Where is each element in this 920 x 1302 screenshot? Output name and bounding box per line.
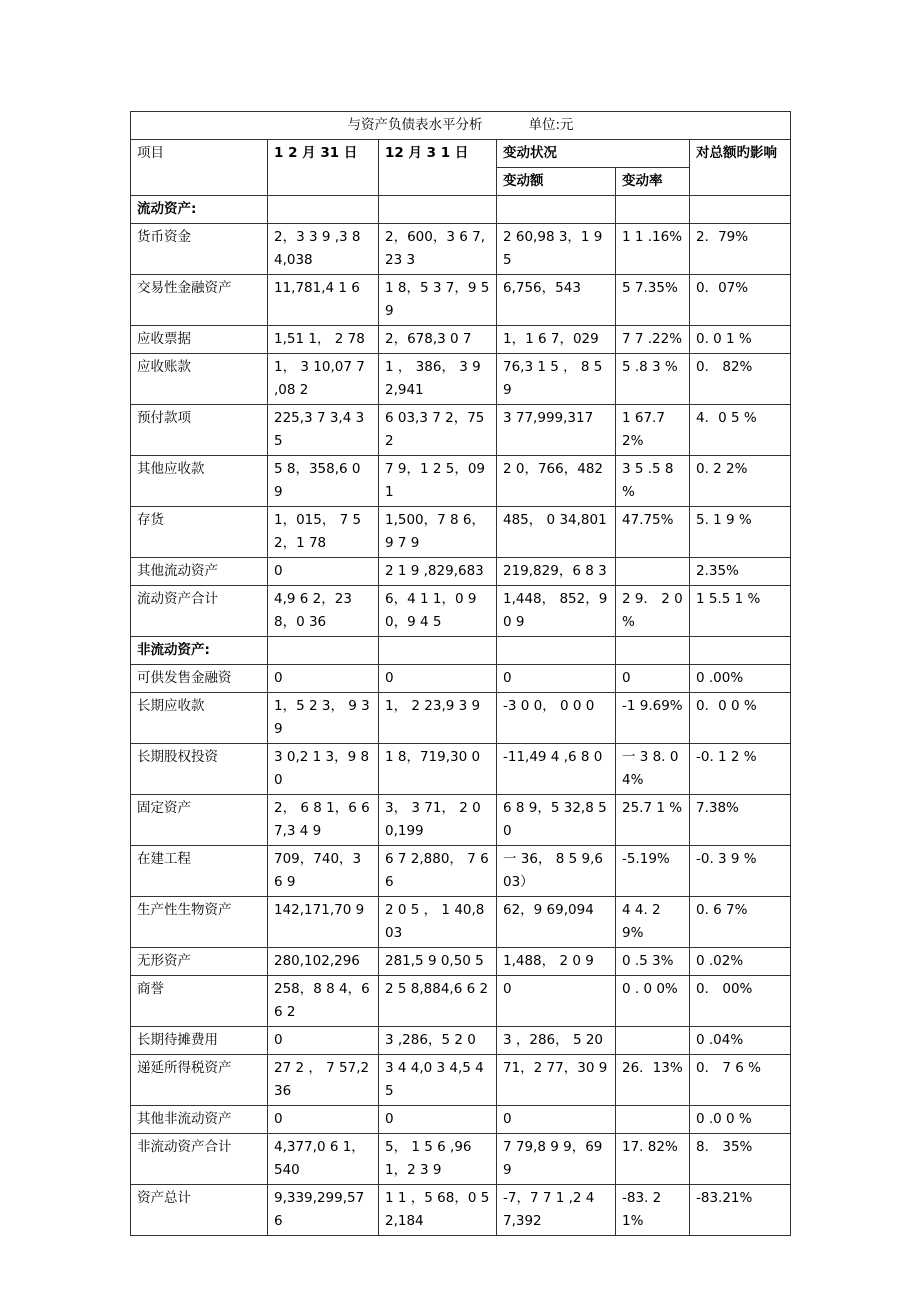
cell-item: 固定资产 xyxy=(131,795,268,846)
cell-change-amount: 1,448， 852，9 0 9 xyxy=(497,586,616,637)
cell-value-2: 3 4 4,0 3 4,5 4 5 xyxy=(379,1055,497,1106)
cell-change-amount: 7 79,8 9 9，69 9 xyxy=(497,1134,616,1185)
cell-impact: -0. 3 9 % xyxy=(690,846,791,897)
cell-value-2: 281,5 9 0,50 5 xyxy=(379,948,497,976)
cell-impact: 0. 0 1 % xyxy=(690,326,791,354)
cell-impact: 0 .0 0 % xyxy=(690,1106,791,1134)
cell-value-2: 5， 1 5 6 ,961，2 3 9 xyxy=(379,1134,497,1185)
cell-impact: 7.38% xyxy=(690,795,791,846)
cell-value-2: 1 8，719,30 0 xyxy=(379,744,497,795)
cell-change-rate: 0 .5 3% xyxy=(616,948,690,976)
table-row xyxy=(131,326,791,354)
cell-value-1: 0 xyxy=(268,1106,379,1134)
table-row xyxy=(131,586,791,637)
cell-item: 非流动资产: xyxy=(131,637,268,665)
cell-value-2: 2，600，3 6 7,23 3 xyxy=(379,224,497,275)
table-row xyxy=(131,1185,791,1236)
cell-item: 长期待摊费用 xyxy=(131,1027,268,1055)
cell-change-rate xyxy=(616,196,690,224)
cell-impact: 0．0 0 % xyxy=(690,693,791,744)
header-change-rate: 变动率 xyxy=(616,168,690,196)
table-row xyxy=(131,795,791,846)
cell-impact: 5. 1 9 % xyxy=(690,507,791,558)
header-change-group: 变动状况 xyxy=(497,140,690,168)
cell-value-1: 1，5 2 3， 9 39 xyxy=(268,693,379,744)
cell-item: 非流动资产合计 xyxy=(131,1134,268,1185)
cell-item: 长期股权投资 xyxy=(131,744,268,795)
balance-sheet-table xyxy=(130,111,791,1236)
cell-impact: 0． 82% xyxy=(690,354,791,405)
cell-impact: 0 .02% xyxy=(690,948,791,976)
cell-value-1: 11,781,4 1 6 xyxy=(268,275,379,326)
cell-change-rate: 26．13% xyxy=(616,1055,690,1106)
cell-value-2: 2 5 8,884,6 6 2 xyxy=(379,976,497,1027)
table-row xyxy=(131,976,791,1027)
cell-item: 其他应收款 xyxy=(131,456,268,507)
cell-change-rate xyxy=(616,637,690,665)
cell-value-2 xyxy=(379,637,497,665)
cell-change-amount: 3 77,999,317 xyxy=(497,405,616,456)
cell-change-amount: 6,756，543 xyxy=(497,275,616,326)
table-title-cell xyxy=(131,112,791,140)
cell-item: 交易性金融资产 xyxy=(131,275,268,326)
cell-value-2: 1， 2 23,9 3 9 xyxy=(379,693,497,744)
table-row xyxy=(131,897,791,948)
cell-change-rate: -83. 2 1% xyxy=(616,1185,690,1236)
cell-item: 长期应收款 xyxy=(131,693,268,744)
cell-impact xyxy=(690,196,791,224)
table-row xyxy=(131,1055,791,1106)
table-row xyxy=(131,354,791,405)
table-row xyxy=(131,693,791,744)
cell-impact: 2.35% xyxy=(690,558,791,586)
cell-item: 存货 xyxy=(131,507,268,558)
cell-value-2: 3， 3 71， 2 00,199 xyxy=(379,795,497,846)
cell-value-1: 225,3 7 3,4 3 5 xyxy=(268,405,379,456)
cell-value-2: 2 0 5 ， 1 40,803 xyxy=(379,897,497,948)
cell-impact: 0 .04% xyxy=(690,1027,791,1055)
cell-change-amount: 0 xyxy=(497,976,616,1027)
cell-item: 在建工程 xyxy=(131,846,268,897)
cell-change-amount xyxy=(497,196,616,224)
unit-label: 单位:元 xyxy=(528,117,574,133)
cell-value-2: 0 xyxy=(379,665,497,693)
cell-value-1 xyxy=(268,196,379,224)
cell-change-rate: 3 5 .5 8 % xyxy=(616,456,690,507)
header-date-1: 1 2 月 31 日 xyxy=(268,140,379,196)
table-row xyxy=(131,665,791,693)
cell-change-amount: 0 xyxy=(497,1106,616,1134)
cell-item: 无形资产 xyxy=(131,948,268,976)
cell-value-2: 2，678,3 0 7 xyxy=(379,326,497,354)
cell-item: 货币资金 xyxy=(131,224,268,275)
cell-value-2: 3 ,286，5 2 0 xyxy=(379,1027,497,1055)
cell-item: 其他流动资产 xyxy=(131,558,268,586)
cell-value-2: 1 1 ，5 68，0 52,184 xyxy=(379,1185,497,1236)
cell-value-1: 1,51 1， 2 78 xyxy=(268,326,379,354)
cell-value-2: 1 8，5 3 7，9 59 xyxy=(379,275,497,326)
cell-value-1: 0 xyxy=(268,558,379,586)
table-row xyxy=(131,275,791,326)
table-title: 与资产负债表水平分析 xyxy=(347,117,483,133)
table-row xyxy=(131,456,791,507)
table-row xyxy=(131,405,791,456)
cell-change-amount: 一 36， 8 5 9,603） xyxy=(497,846,616,897)
cell-change-amount: 219,829，6 8 3 xyxy=(497,558,616,586)
cell-value-1: 4,9 6 2，23 8，0 36 xyxy=(268,586,379,637)
cell-change-rate xyxy=(616,1027,690,1055)
cell-change-rate: 17. 82% xyxy=(616,1134,690,1185)
cell-change-rate: -5.19% xyxy=(616,846,690,897)
cell-value-2: 1,500，7 8 6，9 7 9 xyxy=(379,507,497,558)
cell-change-rate: 25.7 1 % xyxy=(616,795,690,846)
cell-change-amount xyxy=(497,637,616,665)
header-change-amount: 变动额 xyxy=(497,168,616,196)
cell-change-rate: 1 1 .16% xyxy=(616,224,690,275)
cell-item: 可供发售金融资 xyxy=(131,665,268,693)
cell-impact: 0. 2 2% xyxy=(690,456,791,507)
cell-change-rate: 0 xyxy=(616,665,690,693)
cell-change-amount: 1,488， 2 0 9 xyxy=(497,948,616,976)
cell-change-rate: 4 4. 2 9% xyxy=(616,897,690,948)
cell-impact: 2．79% xyxy=(690,224,791,275)
title-row xyxy=(131,112,791,140)
cell-item: 资产总计 xyxy=(131,1185,268,1236)
table-row xyxy=(131,1134,791,1185)
cell-impact: -0. 1 2 % xyxy=(690,744,791,795)
cell-impact: 4．0 5 % xyxy=(690,405,791,456)
cell-item: 流动资产合计 xyxy=(131,586,268,637)
cell-change-rate: 一 3 8. 0 4% xyxy=(616,744,690,795)
header-impact: 对总额旳影响 xyxy=(690,140,791,196)
cell-impact: 1 5.5 1 % xyxy=(690,586,791,637)
cell-impact: 0 .00% xyxy=(690,665,791,693)
header-date-2: 12 月 3 1 日 xyxy=(379,140,497,196)
cell-impact: 0. 6 7% xyxy=(690,897,791,948)
table-row xyxy=(131,1027,791,1055)
section-row xyxy=(131,196,791,224)
cell-item: 流动资产: xyxy=(131,196,268,224)
cell-value-1: 142,171,70 9 xyxy=(268,897,379,948)
table-row xyxy=(131,948,791,976)
cell-item: 商誉 xyxy=(131,976,268,1027)
cell-change-amount: -3 0 0， 0 0 0 xyxy=(497,693,616,744)
cell-impact: -83.21% xyxy=(690,1185,791,1236)
cell-change-amount: 3 ，286， 5 20 xyxy=(497,1027,616,1055)
cell-change-amount: -11,49 4 ,6 8 0 xyxy=(497,744,616,795)
cell-value-1: 2，3 3 9 ,3 8 4,038 xyxy=(268,224,379,275)
cell-change-rate: -1 9.69% xyxy=(616,693,690,744)
table-row xyxy=(131,846,791,897)
cell-change-rate: 5 7.35% xyxy=(616,275,690,326)
cell-change-rate: 0 . 0 0% xyxy=(616,976,690,1027)
cell-value-2: 1 ， 386， 3 92,941 xyxy=(379,354,497,405)
header-item: 项目 xyxy=(131,140,268,196)
cell-change-rate: 5 .8 3 % xyxy=(616,354,690,405)
cell-change-amount: 2 0，766，482 xyxy=(497,456,616,507)
cell-value-2: 6 7 2,880， 7 6 6 xyxy=(379,846,497,897)
table-row xyxy=(131,224,791,275)
cell-item: 应收账款 xyxy=(131,354,268,405)
cell-value-1 xyxy=(268,637,379,665)
cell-value-1: 1，015， 7 5 2，1 78 xyxy=(268,507,379,558)
cell-value-2: 7 9，1 2 5，09 1 xyxy=(379,456,497,507)
cell-change-rate: 7 7 .22% xyxy=(616,326,690,354)
cell-item: 生产性生物资产 xyxy=(131,897,268,948)
cell-value-1: 3 0,2 1 3，9 80 xyxy=(268,744,379,795)
cell-change-rate xyxy=(616,1106,690,1134)
cell-value-1: 0 xyxy=(268,665,379,693)
table-row xyxy=(131,1106,791,1134)
header-row-1 xyxy=(131,140,791,168)
cell-change-rate: 47.75% xyxy=(616,507,690,558)
cell-value-1: 0 xyxy=(268,1027,379,1055)
cell-change-amount: -7，7 7 1 ,2 4 7,392 xyxy=(497,1185,616,1236)
table-row xyxy=(131,507,791,558)
cell-value-1: 280,102,296 xyxy=(268,948,379,976)
cell-item: 应收票据 xyxy=(131,326,268,354)
cell-change-amount: 6 8 9，5 32,8 5 0 xyxy=(497,795,616,846)
cell-value-1: 27 2 ， 7 57,236 xyxy=(268,1055,379,1106)
cell-item: 预付款项 xyxy=(131,405,268,456)
cell-value-2: 6，4 1 1，0 9 0，9 4 5 xyxy=(379,586,497,637)
cell-impact: 8． 35% xyxy=(690,1134,791,1185)
cell-change-amount: 62，9 69,094 xyxy=(497,897,616,948)
cell-value-1: 5 8，358,6 0 9 xyxy=(268,456,379,507)
cell-change-amount: 71，2 77，30 9 xyxy=(497,1055,616,1106)
cell-change-rate: 2 9． 2 0 % xyxy=(616,586,690,637)
cell-item: 递延所得税资产 xyxy=(131,1055,268,1106)
section-row xyxy=(131,637,791,665)
cell-impact xyxy=(690,637,791,665)
table-body xyxy=(131,196,791,1236)
table-row xyxy=(131,558,791,586)
table-row xyxy=(131,744,791,795)
cell-impact: 0．07% xyxy=(690,275,791,326)
cell-value-2: 6 03,3 7 2，752 xyxy=(379,405,497,456)
cell-change-rate xyxy=(616,558,690,586)
cell-value-1: 709，740，3 6 9 xyxy=(268,846,379,897)
cell-impact: 0． 7 6 % xyxy=(690,1055,791,1106)
cell-value-2: 2 1 9 ,829,683 xyxy=(379,558,497,586)
cell-value-1: 2， 6 8 1，6 67,3 4 9 xyxy=(268,795,379,846)
cell-change-amount: 2 60,98 3，1 9 5 xyxy=(497,224,616,275)
cell-value-2: 0 xyxy=(379,1106,497,1134)
cell-change-amount: 485， 0 34,801 xyxy=(497,507,616,558)
cell-value-2 xyxy=(379,196,497,224)
cell-value-1: 4,377,0 6 1，540 xyxy=(268,1134,379,1185)
cell-change-amount: 0 xyxy=(497,665,616,693)
cell-change-amount: 76,3 1 5 ， 8 5 9 xyxy=(497,354,616,405)
cell-change-rate: 1 67.72% xyxy=(616,405,690,456)
cell-item: 其他非流动资产 xyxy=(131,1106,268,1134)
cell-value-1: 258，8 8 4，6 6 2 xyxy=(268,976,379,1027)
cell-change-amount: 1，1 6 7，029 xyxy=(497,326,616,354)
cell-impact: 0． 00% xyxy=(690,976,791,1027)
cell-value-1: 9,339,299,57 6 xyxy=(268,1185,379,1236)
cell-value-1: 1， 3 10,07 7 ,08 2 xyxy=(268,354,379,405)
